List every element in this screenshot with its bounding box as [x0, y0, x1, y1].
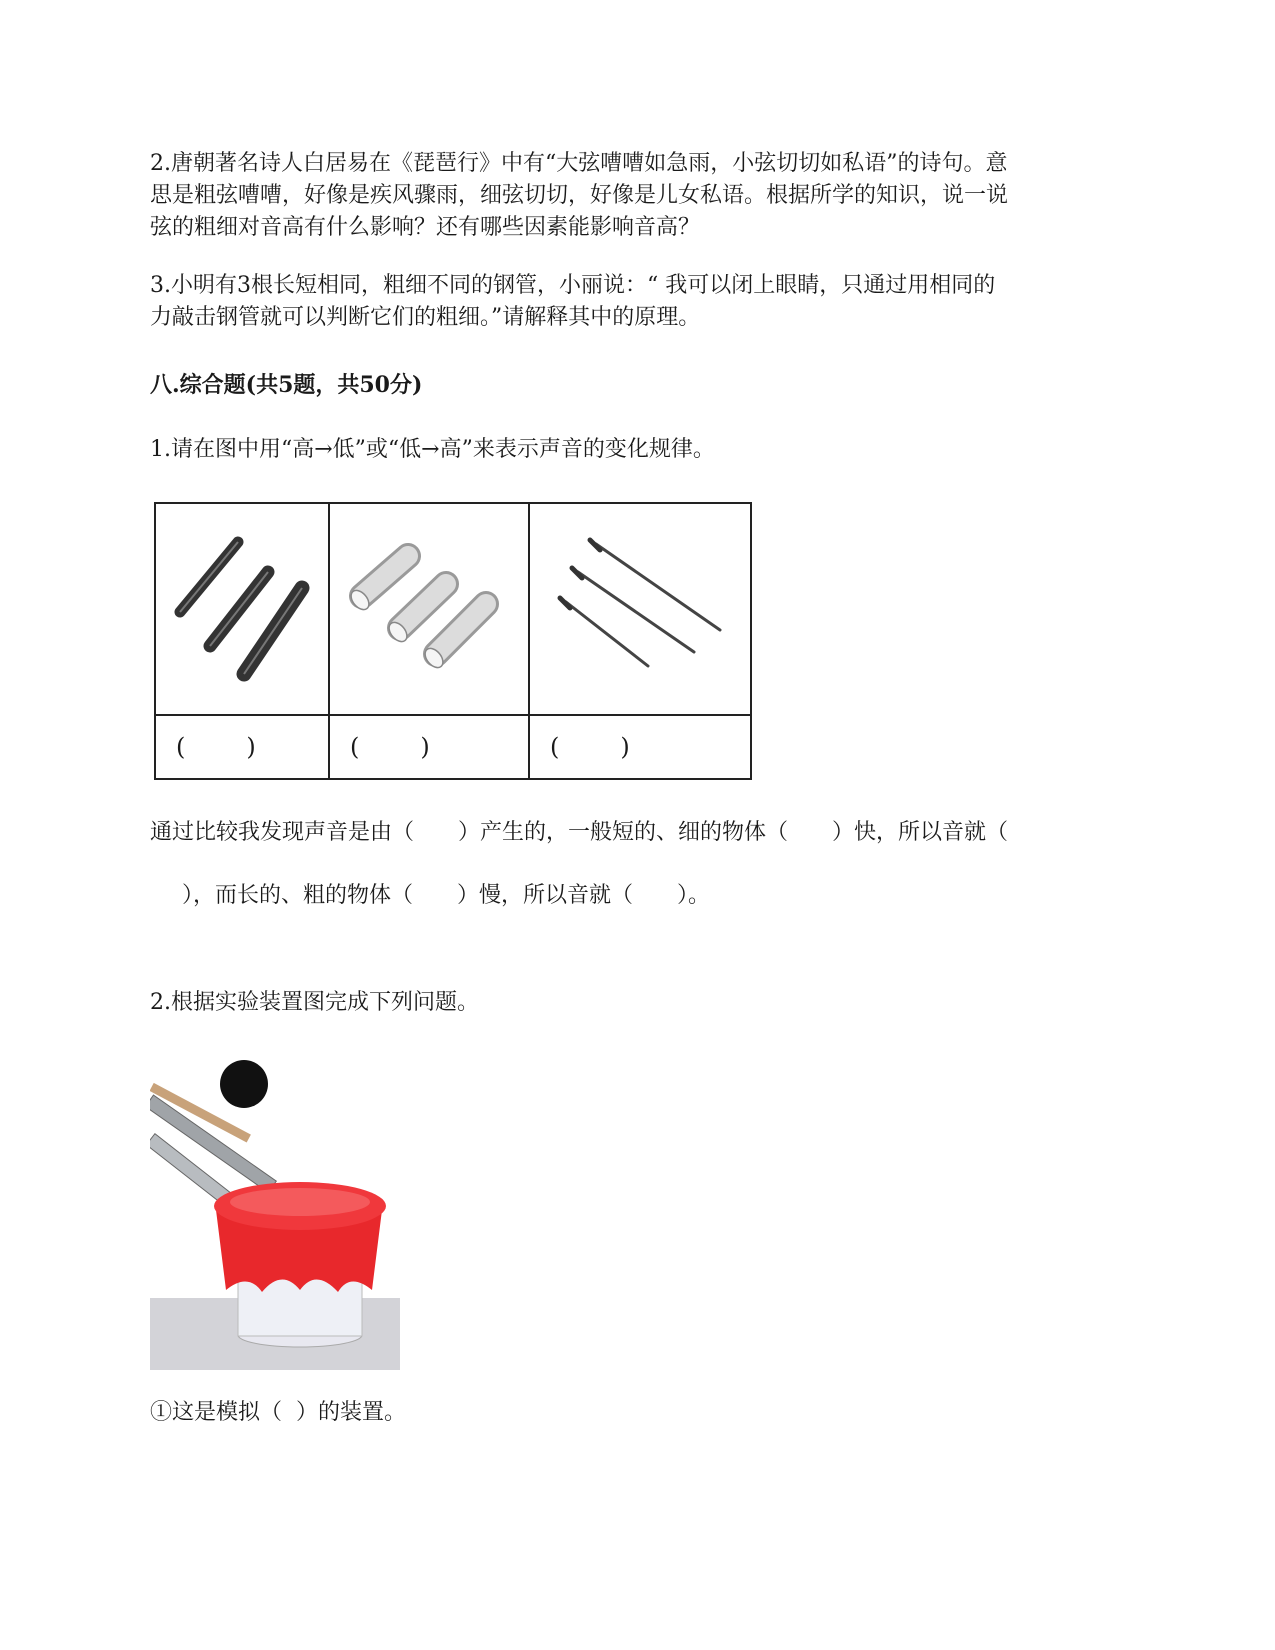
- nails-cell: [529, 503, 751, 715]
- thick-rods-cell: [155, 503, 329, 715]
- section-8-heading: 八.综合题(共5题，共50分): [150, 372, 423, 398]
- dark-rods-image: [156, 504, 328, 714]
- q7-q3-line-1: 3.小明有3根长短相同，粗细不同的钢管，小丽说：“ 我可以闭上眼睛，只通过用相同的: [150, 273, 996, 298]
- answer-blank-1[interactable]: ( ): [155, 715, 329, 779]
- s8-question-2: 2.根据实验装置图完成下列问题。: [150, 990, 479, 1015]
- light-tubes-image: [330, 504, 528, 714]
- sound-figure-table: [154, 502, 752, 780]
- light-tubes-cell: [329, 503, 529, 715]
- tuning-fork-apparatus-image: [150, 1040, 400, 1370]
- answer-blank-3[interactable]: ( ): [529, 715, 751, 779]
- s8-question-1: 1.请在图中用“高→低”或“低→高”来表示声音的变化规律。: [150, 437, 715, 462]
- fill-in-line-1: 通过比较我发现声音是由（ ）产生的，一般短的、细的物体（ ）快，所以音就（: [150, 820, 1009, 845]
- nails-image: [530, 504, 750, 714]
- s8-q2-sub-1: ①这是模拟（ ）的装置。: [150, 1400, 406, 1425]
- q7-q2-line-1: 2.唐朝著名诗人白居易在《琵琶行》中有“大弦嘈嘈如急雨，小弦切切如私语”的诗句。意: [150, 151, 1008, 176]
- fill-in-line-2: ），而长的、粗的物体（ ）慢，所以音就（ ）。: [160, 883, 711, 908]
- answer-blank-2[interactable]: ( ): [329, 715, 529, 779]
- q7-q3-line-2: 力敲击钢管就可以判断它们的粗细。”请解释其中的原理。: [150, 305, 701, 330]
- q7-q2-line-2: 思是粗弦嘈嘈，好像是疾风骤雨，细弦切切，好像是儿女私语。根据所学的知识，说一说: [150, 183, 1009, 208]
- q7-q2-line-3: 弦的粗细对音高有什么影响？还有哪些因素能影响音高？: [150, 215, 701, 240]
- q7-question-3: [150, 270, 1130, 334]
- q7-question-2: [150, 148, 1130, 244]
